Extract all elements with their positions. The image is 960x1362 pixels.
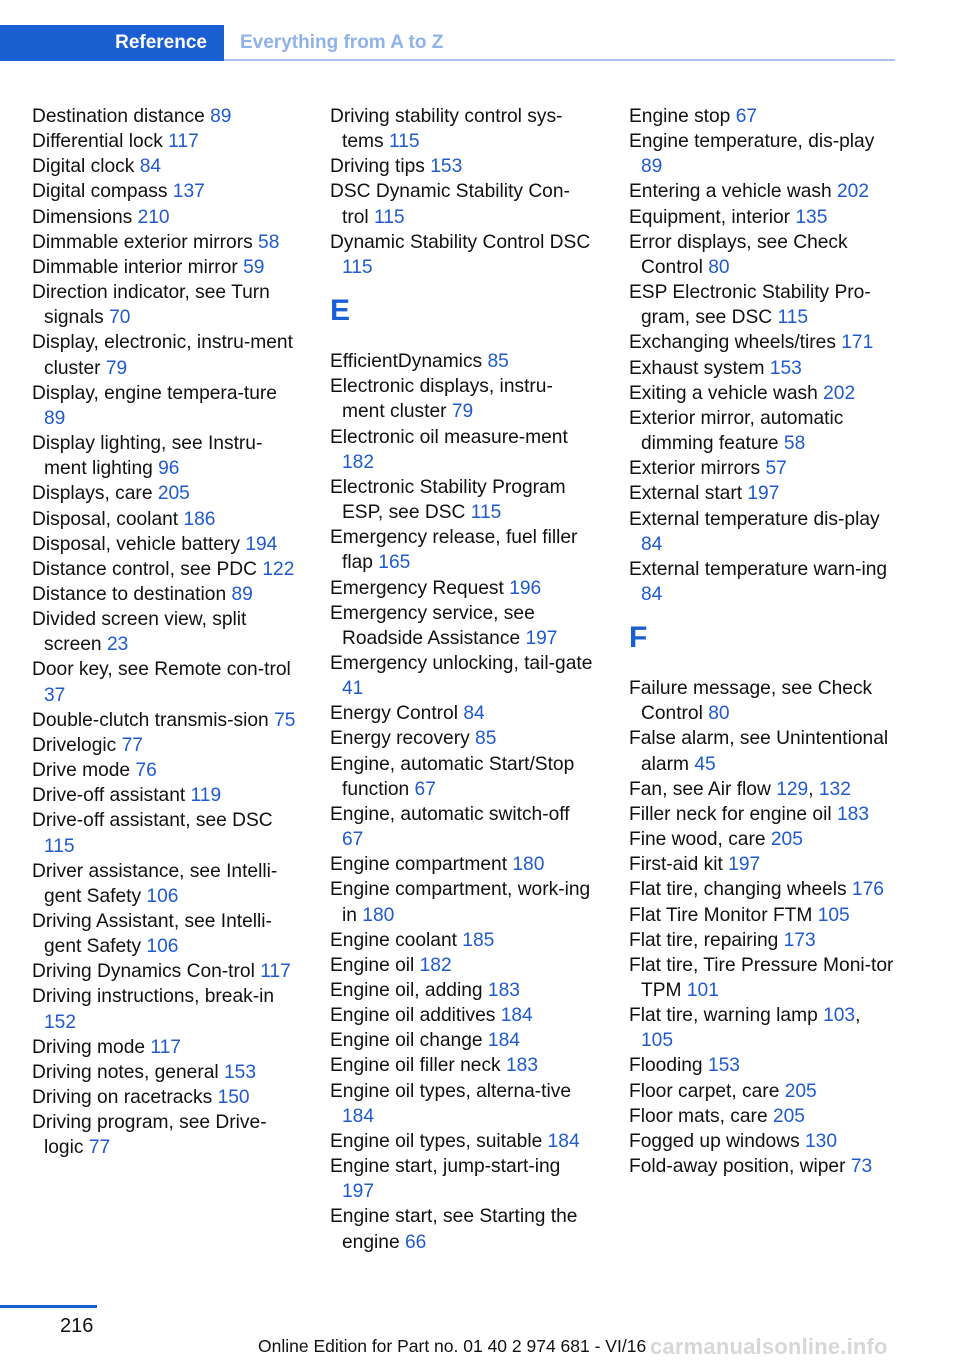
index-entry (32, 532, 297, 557)
page-link[interactable]: 84 (463, 703, 485, 725)
index-entry (629, 1129, 894, 1154)
index-entry (32, 1060, 297, 1085)
page-link[interactable]: 115 (388, 131, 420, 153)
index-entry-text: Engine oil types, suitable (330, 1130, 543, 1152)
index-entry-text: Dynamic Stability Control DSC (330, 231, 591, 253)
index-entry-text: Energy recovery (330, 728, 470, 750)
index-entry (629, 406, 894, 456)
page-link[interactable]: 129 (776, 778, 809, 800)
index-entry (629, 827, 894, 852)
index-entry (629, 280, 894, 330)
index-entry-text: Driving stability control sys-tems (330, 106, 563, 153)
index-entry-text: Engine, automatic Start/Stop function (330, 753, 575, 800)
index-entry-text: False alarm, see Unintentional alarm (629, 728, 889, 775)
index-entry (32, 582, 297, 607)
page-link[interactable]: 202 (837, 181, 870, 203)
index-entry-text: Filler neck for engine oil (629, 803, 832, 825)
index-entry-text: Engine compartment (330, 854, 508, 876)
edition-footer: Online Edition for Part no. 01 40 2 974 681 - VI/16 (258, 1336, 647, 1356)
page-link[interactable]: 80 (708, 256, 730, 278)
index-entry (32, 330, 297, 380)
index-entry (330, 475, 595, 525)
index-entry-text: Engine oil filler neck (330, 1055, 501, 1077)
page-link[interactable]: 180 (512, 854, 545, 876)
index-entry (330, 230, 595, 280)
page-link[interactable]: 184 (342, 1105, 375, 1127)
index-entry (32, 657, 297, 707)
index-column-1 (32, 104, 297, 1161)
page-link[interactable]: 205 (157, 483, 190, 505)
page-link[interactable]: 115 (374, 206, 405, 228)
index-entry (629, 1079, 894, 1104)
page-link[interactable]: 205 (770, 829, 803, 851)
index-entry (629, 507, 894, 557)
page-link[interactable]: 205 (772, 1105, 805, 1127)
index-entry (32, 959, 297, 984)
index-entry (330, 179, 595, 229)
index-entry-text: Dimmable exterior mirrors (32, 231, 253, 253)
page-link[interactable]: 185 (462, 929, 495, 951)
index-entry (330, 525, 595, 575)
index-entry (330, 1154, 595, 1204)
index-entry-text: Divided screen view, split screen (32, 609, 247, 656)
index-entry-text: Driving tips (330, 156, 425, 178)
page-link[interactable]: 89 (641, 156, 663, 178)
page-link[interactable]: 165 (378, 552, 411, 574)
index-entry (629, 205, 894, 230)
page-link[interactable]: 205 (784, 1080, 817, 1102)
page-link[interactable]: 117 (260, 961, 291, 983)
index-entry (629, 676, 894, 726)
page-link[interactable]: 135 (795, 206, 828, 228)
index-entry (32, 129, 297, 154)
index-entry (32, 909, 297, 959)
page-link[interactable]: 84 (641, 533, 663, 555)
index-entry (629, 104, 894, 129)
page-link[interactable]: 67 (414, 778, 436, 800)
index-entry (629, 456, 894, 481)
page-link[interactable]: 45 (694, 753, 716, 775)
index-entry (330, 601, 595, 651)
index-entry (330, 701, 595, 726)
index-entry-text: Engine oil (330, 954, 415, 976)
index-entry (629, 230, 894, 280)
index-entry-text: Electronic Stability Program ESP, see DSC (330, 476, 566, 524)
header-bar (0, 25, 895, 61)
index-entry-text: Disposal, coolant (32, 508, 179, 530)
index-entry-text: Emergency service, see Roadside Assistance (330, 602, 535, 649)
index-entry-text: Engine coolant (330, 929, 457, 951)
index-entry-text: Emergency Request (330, 577, 504, 599)
index-entry-text: Emergency unlocking, tail-gate (330, 652, 593, 674)
index-entry-text: Drive-off assistant, see DSC (32, 810, 273, 832)
index-entry-text: Driving program, see Drive-logic (32, 1112, 267, 1159)
page-link[interactable]: 101 (686, 980, 719, 1001)
index-entry (629, 852, 894, 877)
index-entry-text: Display lighting, see Instru-ment lighting (32, 433, 263, 480)
index-entry-text: Emergency release, fuel filler flap (330, 527, 578, 574)
index-entry (330, 1079, 595, 1129)
index-entry-text: Fan, see Air flow (629, 778, 771, 800)
page-link[interactable]: 210 (137, 206, 170, 228)
page-link[interactable]: 106 (146, 936, 179, 958)
index-entry (32, 104, 297, 129)
page-link[interactable]: 153 (769, 357, 802, 379)
page-link[interactable]: 89 (210, 106, 232, 127)
page-link[interactable]: 59 (243, 256, 265, 278)
page-link[interactable]: 70 (109, 307, 131, 329)
index-entry (32, 808, 297, 858)
index-entry (330, 1204, 595, 1254)
index-entry-text: Displays, care (32, 483, 153, 505)
page-link[interactable]: 182 (419, 954, 452, 976)
index-entry (330, 802, 595, 852)
watermark-logo: carmanualsonline.info (650, 1334, 888, 1359)
index-entry-text: Direction indicator, see Turn signals (32, 282, 270, 329)
index-entry-text: Driving instructions, break-in (32, 986, 275, 1008)
index-entry (629, 903, 894, 928)
index-entry-text: Drivelogic (32, 734, 117, 756)
index-letter-heading: E (330, 294, 351, 328)
index-entry-text: Distance control, see PDC (32, 558, 258, 580)
page-link[interactable]: 58 (783, 433, 806, 455)
index-entry (32, 255, 297, 280)
index-entry (330, 852, 595, 877)
page-link[interactable]: 197 (525, 627, 558, 649)
page-link[interactable]: 122 (262, 558, 295, 580)
index-letter-heading: F (629, 621, 648, 655)
page-link[interactable]: 67 (342, 829, 364, 851)
page-link[interactable]: 119 (190, 785, 222, 807)
page-link[interactable]: 115 (44, 835, 75, 857)
section-tab-reference[interactable]: Reference (0, 25, 224, 61)
page-link[interactable]: 202 (823, 382, 856, 404)
page-link[interactable]: 117 (168, 131, 199, 153)
index-entry-text: Driving Dynamics Con-trol (32, 961, 255, 983)
index-entry-text: Exhaust system (629, 357, 765, 379)
page-link[interactable]: 194 (245, 533, 278, 555)
index-entry-text: Floor mats, care (629, 1105, 768, 1127)
index-entry-text: Energy Control (330, 703, 458, 725)
page-link[interactable]: 79 (105, 357, 128, 379)
index-entry-text: Flat tire, warning lamp (629, 1005, 818, 1027)
page-link[interactable]: 105 (641, 1030, 674, 1052)
index-entry-text: Entering a vehicle wash (629, 181, 832, 203)
page-link[interactable]: 186 (183, 508, 216, 530)
page-link[interactable]: 180 (362, 904, 395, 926)
page-link[interactable]: 84 (641, 583, 663, 605)
index-entry (32, 431, 297, 481)
page-link[interactable]: 153 (707, 1055, 740, 1077)
index-entry (32, 154, 297, 179)
index-entry-text: Driving notes, general (32, 1061, 219, 1083)
index-entry-text: Flat tire, repairing (629, 929, 779, 951)
page-link[interactable]: 77 (88, 1137, 111, 1159)
index-entry-text: EfficientDynamics (330, 351, 483, 373)
page-link[interactable]: 150 (217, 1087, 250, 1109)
section-title-a-to-z[interactable]: Everything from A to Z (240, 32, 444, 53)
index-entry-text: Disposal, vehicle battery (32, 533, 240, 555)
index-entry (330, 953, 595, 978)
index-entry-text: Driving on racetracks (32, 1087, 213, 1109)
index-entry (32, 230, 297, 255)
page-link[interactable]: 184 (547, 1130, 580, 1152)
index-entry-text: Driving Assistant, see Intelli-gent Safety (32, 911, 272, 958)
index-entry-text: Display, engine tempera-ture (32, 382, 277, 404)
index-entry-text: Exiting a vehicle wash (629, 382, 818, 404)
index-entry (629, 381, 894, 406)
index-entry-text: Distance to destination (32, 583, 227, 605)
page-link[interactable]: 85 (487, 351, 509, 373)
index-entry-text: Door key, see Remote con-trol (32, 659, 291, 681)
page-link[interactable]: 96 (158, 458, 180, 480)
index-entry-text: Drive-off assistant (32, 785, 186, 807)
index-entry-text: Dimmable interior mirror (32, 256, 238, 278)
index-entry-text: Fogged up windows (629, 1130, 800, 1152)
page-link[interactable]: 117 (150, 1036, 181, 1058)
index-entry (32, 859, 297, 909)
page-link[interactable]: 106 (146, 885, 179, 907)
index-entry (330, 154, 595, 179)
page-link[interactable]: 89 (44, 407, 66, 429)
index-entry (32, 783, 297, 808)
page-link[interactable]: 84 (139, 156, 162, 178)
index-entry (629, 179, 894, 204)
index-entry-text: Flat tire, changing wheels (629, 879, 847, 901)
page-link[interactable]: 66 (404, 1231, 427, 1253)
page-link[interactable]: 85 (475, 728, 497, 750)
index-entry-text: Flat Tire Monitor FTM (629, 904, 813, 926)
index-entry-text: Digital compass (32, 181, 168, 203)
index-entry (330, 1003, 595, 1028)
index-entry-text: Flooding (629, 1055, 703, 1077)
index-entry (629, 877, 894, 902)
page-link[interactable]: 171 (841, 332, 874, 354)
page-link[interactable]: 80 (708, 703, 730, 725)
index-entry-text: Engine temperature, dis-play (629, 131, 875, 153)
index-entry (32, 1035, 297, 1060)
index-entry-text: Failure message, see Check Control (629, 678, 873, 725)
index-entry (330, 726, 595, 751)
page-link[interactable]: 77 (121, 734, 143, 756)
index-entry (629, 557, 894, 607)
index-entry-text: External temperature dis-play (629, 508, 880, 530)
index-entry (629, 928, 894, 953)
page-link[interactable]: 184 (500, 1005, 533, 1027)
index-entry (32, 481, 297, 506)
index-entry (629, 953, 894, 1003)
index-entry-text: Engine oil change (330, 1030, 483, 1052)
index-entry-text: Digital clock (32, 156, 135, 178)
page-number: 216 (60, 1315, 94, 1337)
page-link[interactable]: 197 (728, 854, 761, 876)
index-entry (32, 205, 297, 230)
index-entry (32, 607, 297, 657)
page-link[interactable]: 184 (487, 1030, 520, 1052)
page-link[interactable]: 173 (783, 929, 816, 951)
index-entry-text: First-aid kit (629, 854, 723, 876)
index-entry (32, 1085, 297, 1110)
index-entry (330, 374, 595, 424)
index-entry (629, 1154, 894, 1179)
page-link[interactable]: 183 (506, 1055, 539, 1077)
index-entry (330, 752, 595, 802)
page-link[interactable]: 196 (509, 577, 542, 599)
page-link[interactable]: 115 (470, 502, 502, 524)
page-link[interactable]: 137 (172, 181, 205, 203)
index-entry-text: Driver assistance, see Intelli-gent Safety (32, 860, 278, 907)
index-entry (330, 1053, 595, 1078)
index-entry (629, 356, 894, 381)
index-entry-text: Destination distance (32, 106, 205, 127)
index-entry-text: Engine oil additives (330, 1005, 496, 1027)
index-entry (32, 557, 297, 582)
index-entry-text: Electronic displays, instru-ment cluster (330, 376, 553, 423)
index-entry (629, 1104, 894, 1129)
index-entry-text: Drive mode (32, 760, 131, 782)
index-entry-text: Double-clutch transmis-sion (32, 709, 269, 731)
page-link[interactable]: 76 (135, 760, 157, 782)
index-entry (32, 179, 297, 204)
page-link[interactable]: 75 (274, 709, 296, 731)
index-entry (330, 651, 595, 701)
footer-divider (0, 1305, 97, 1308)
index-entry (32, 280, 297, 330)
index-entry-text: Display, electronic, instru-ment cluster (32, 332, 293, 379)
index-entry-text: ESP Electronic Stability Pro-gram, see DSC (629, 282, 871, 329)
page-link[interactable]: 103 (823, 1005, 856, 1027)
index-entry-text: DSC Dynamic Stability Con-trol (330, 181, 570, 228)
page-link[interactable]: 115 (777, 307, 809, 329)
index-entry-text: Electronic oil measure-ment (330, 426, 568, 448)
page-link[interactable]: 57 (765, 458, 787, 480)
index-entry (629, 802, 894, 827)
index-entry-text: Engine, automatic switch-off (330, 803, 570, 825)
index-entry (32, 984, 297, 1034)
index-entry-text: External temperature warn-ing (629, 558, 888, 580)
page-link[interactable]: 153 (224, 1061, 257, 1083)
index-entry (330, 349, 595, 374)
page-link[interactable]: 67 (735, 106, 758, 127)
index-entry-text: Exterior mirror, automatic dimming feature (629, 407, 844, 455)
index-entry (330, 104, 595, 154)
index-entry-text: Fine wood, care (629, 829, 766, 851)
page-link[interactable]: 153 (430, 156, 463, 178)
header-divider (224, 59, 895, 61)
index-entry (32, 1110, 297, 1160)
page-link[interactable]: 41 (342, 678, 364, 700)
page-link[interactable]: 73 (850, 1156, 873, 1178)
index-entry (330, 1129, 595, 1154)
index-entry (330, 978, 595, 1003)
index-entry-text: Dimensions (32, 206, 133, 228)
page-link[interactable]: 58 (258, 231, 280, 253)
page-link[interactable]: 182 (342, 451, 375, 473)
page-link[interactable]: 89 (231, 583, 253, 605)
page-link[interactable]: 152 (44, 1011, 77, 1033)
index-entry (629, 726, 894, 776)
page-link[interactable]: 79 (451, 401, 474, 423)
index-entry (330, 1028, 595, 1053)
page-link[interactable]: 23 (106, 634, 129, 656)
page-link[interactable]: 37 (44, 684, 66, 706)
index-entry-text: Equipment, interior (629, 206, 791, 228)
page-link[interactable]: 176 (851, 879, 884, 901)
index-entry-text: Exchanging wheels/tires (629, 332, 836, 354)
index-entry-text: Error displays, see Check Control (629, 231, 848, 278)
page-link[interactable]: 105 (817, 904, 850, 926)
index-entry (330, 576, 595, 601)
index-entry-text: Engine start, jump-start-ing (330, 1156, 561, 1178)
index-entry-text: Engine oil types, alterna-tive (330, 1080, 572, 1102)
index-entry-text: Engine start, see Starting the engine (330, 1206, 578, 1253)
index-entry (330, 425, 595, 475)
index-entry: Flat tire, warning lamp 103, 105 (629, 1005, 861, 1052)
page-link[interactable]: 197 (747, 483, 780, 505)
index-entry-text: Differential lock (32, 131, 163, 153)
page-link[interactable]: 183 (836, 803, 869, 825)
index-entry (629, 1053, 894, 1078)
index-entry-text: Engine oil, adding (330, 980, 483, 1001)
index-entry (32, 507, 297, 532)
index-entry-text: Engine stop (629, 106, 731, 127)
index-entry: Fan, see Air flow 129, 132 (629, 778, 851, 800)
page-link[interactable]: 183 (487, 980, 520, 1001)
index-entry-text: Flat tire, Tire Pressure Moni-tor TPM (629, 954, 894, 1001)
index-entry (32, 758, 297, 783)
index-column-2 (330, 104, 595, 1255)
index-entry-text: Fold-away position, wiper (629, 1156, 846, 1178)
index-entry (330, 928, 595, 953)
index-entry-text: Exterior mirrors (629, 458, 761, 480)
index-entry (629, 129, 894, 179)
index-entry (32, 381, 297, 431)
index-entry-text: External start (629, 483, 743, 505)
index-entry (629, 481, 894, 506)
index-entry (32, 733, 297, 758)
page-link[interactable]: 132 (818, 778, 851, 800)
page-link[interactable]: 115 (342, 256, 373, 278)
index-entry-text: Floor carpet, care (629, 1080, 780, 1102)
index-column-3 (629, 104, 894, 1179)
index-entry-text: Engine compartment, work-ing in (330, 879, 591, 926)
page-link[interactable]: 130 (805, 1130, 838, 1152)
index-entry (330, 877, 595, 927)
page-link[interactable]: 197 (342, 1181, 375, 1203)
index-entry-text: Driving mode (32, 1036, 146, 1058)
index-entry (32, 708, 297, 733)
index-entry (629, 330, 894, 355)
